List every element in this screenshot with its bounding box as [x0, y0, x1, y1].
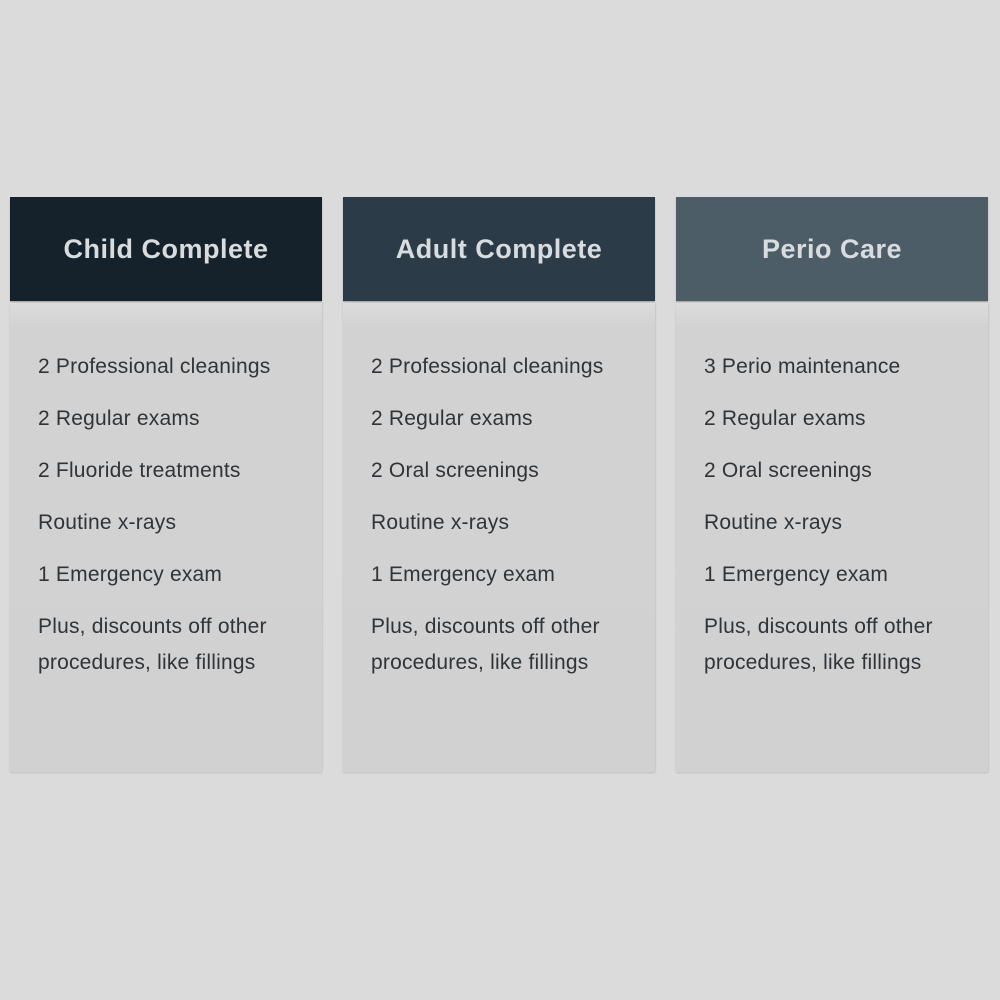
plan-features-list	[343, 303, 655, 772]
plan-card-child-complete	[10, 197, 322, 772]
feature-item: 1 Emergency exam	[704, 563, 889, 586]
plan-features-list	[10, 303, 322, 772]
feature-item: 2 Regular exams	[704, 407, 866, 430]
plan-card-perio-care	[676, 197, 988, 772]
feature-item: 2 Fluoride treatments	[38, 459, 241, 482]
plan-card-header	[10, 197, 322, 301]
feature-item: 3 Perio maintenance	[704, 355, 901, 378]
feature-item: 1 Emergency exam	[371, 563, 556, 586]
feature-item: 2 Professional cleanings	[371, 355, 604, 378]
plan-title: Child Complete	[63, 233, 269, 264]
plan-card-header	[343, 197, 655, 301]
plan-title: Adult Complete	[395, 233, 603, 264]
feature-item: Routine x-rays	[38, 511, 177, 534]
feature-item: 2 Oral screenings	[704, 459, 872, 482]
plan-features-list	[676, 303, 988, 772]
feature-item: Routine x-rays	[371, 511, 510, 534]
plan-title: Perio Care	[761, 233, 903, 264]
feature-item: 2 Regular exams	[38, 407, 200, 430]
feature-item: Routine x-rays	[704, 511, 843, 534]
feature-item: 1 Emergency exam	[38, 563, 223, 586]
feature-item: 2 Oral screenings	[371, 459, 539, 482]
plan-card-header	[676, 197, 988, 301]
feature-item: Plus, discounts off other procedures, like fillings	[38, 615, 267, 674]
feature-item: 2 Regular exams	[371, 407, 533, 430]
plan-card-adult-complete	[343, 197, 655, 772]
feature-item: Plus, discounts off other procedures, like fillings	[704, 615, 933, 674]
feature-item: Plus, discounts off other procedures, like fillings	[371, 615, 600, 674]
feature-item: 2 Professional cleanings	[38, 355, 271, 378]
